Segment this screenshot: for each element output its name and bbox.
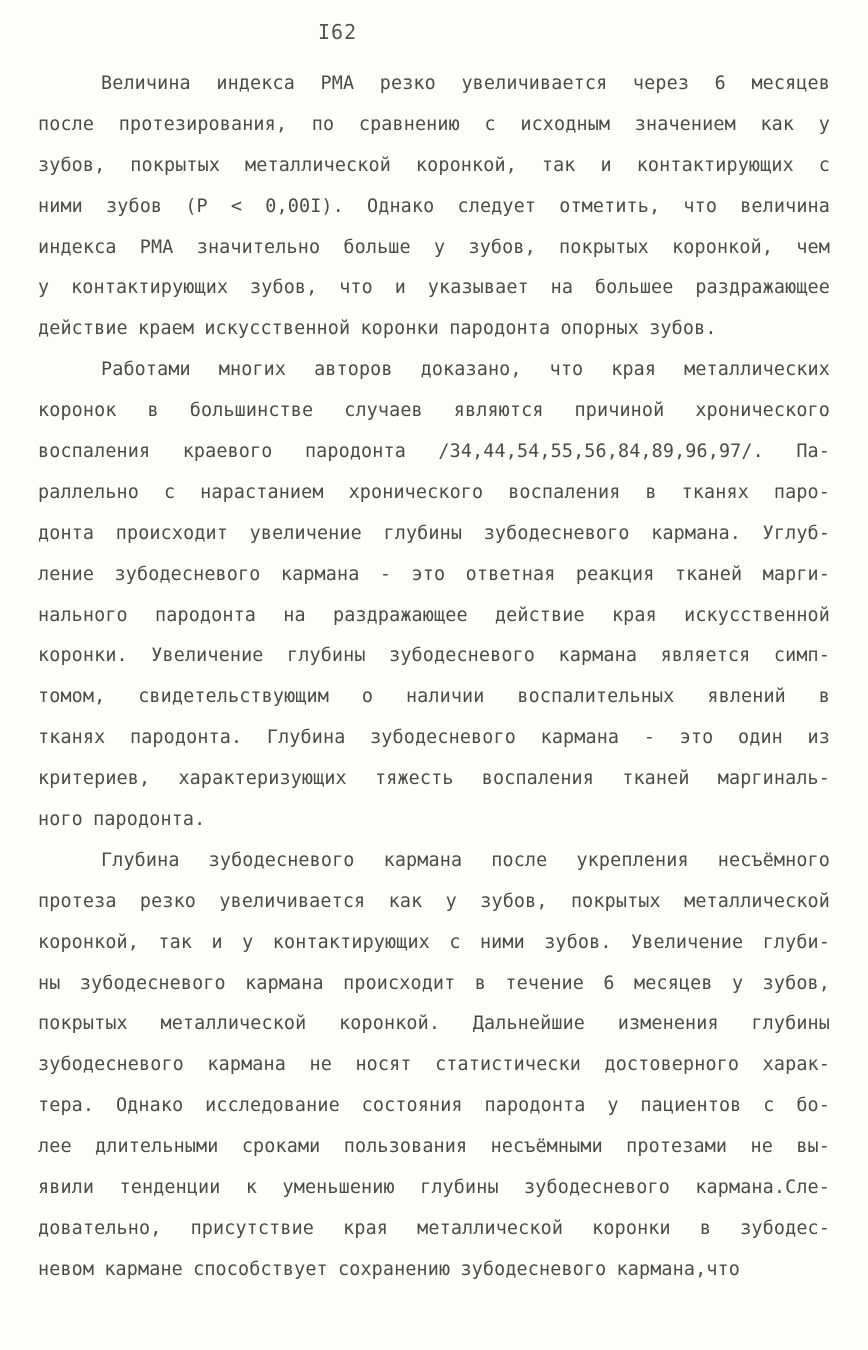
- text-line: ними зубов (P < 0,00I). Однако следует отметить, что величина: [38, 195, 830, 217]
- text-line: коронок в большинстве случаев являются причиной хронического: [38, 400, 830, 422]
- text-line: томом, свидетельствующим о наличии воспалительных явлений в: [38, 686, 830, 708]
- text-line: ление зубодесневого кармана - это ответная реакция тканей марги-: [38, 563, 830, 585]
- text-line: ны зубодесневого кармана происходит в течение 6 месяцев у зубов,: [38, 972, 830, 994]
- paragraph: [38, 350, 830, 841]
- text-line: после протезирования, по сравнению с исходным значением как у: [38, 113, 830, 135]
- text-line: у контактирующих зубов, что и указывает на большее раздражающее: [38, 277, 830, 299]
- text-line: нального пародонта на раздражающее действие края искусственной: [38, 604, 830, 626]
- paragraph: [38, 64, 830, 350]
- text-line: Величина индекса PMA резко увеличивается через 6 месяцев: [101, 73, 830, 94]
- text-line: зубов, покрытых металлической коронкой, так и контактирующих с: [38, 154, 830, 176]
- text-line: критериев, характеризующих тяжесть воспаления тканей маргиналь-: [38, 768, 830, 790]
- text-line: зубодесневого кармана не носят статистически достоверного харак-: [38, 1054, 830, 1076]
- text-line: лее длительными сроками пользования несъёмными протезами не вы-: [38, 1136, 830, 1158]
- text-line: ного пародонта.: [38, 809, 206, 831]
- text-line: коронки. Увеличение глубины зубодесневого кармана является симп-: [38, 645, 830, 667]
- text-line: покрытых металлической коронкой. Дальнейшие изменения глубины: [38, 1013, 830, 1035]
- text-line: довательно, присутствие края металлической коронки в зубодес-: [38, 1217, 830, 1239]
- text-line: раллельно с нарастанием хронического воспаления в тканях паро-: [38, 481, 830, 503]
- text-line: донта происходит увеличение глубины зубодесневого кармана. Углуб-: [38, 522, 830, 544]
- text-line: коронкой, так и у контактирующих с ними зубов. Увеличение глуби-: [38, 931, 830, 953]
- text-line: Работами многих авторов доказано, что края металлических: [101, 359, 830, 381]
- text-line: явили тенденции к уменьшению глубины зубодесневого кармана.Сле-: [38, 1177, 830, 1199]
- text-line: тканях пародонта. Глубина зубодесневого кармана - это один из: [38, 727, 830, 749]
- page-number: I62: [318, 20, 358, 44]
- text-line: протеза резко увеличивается как у зубов, покрытых металлической: [38, 890, 830, 912]
- text-line: тера. Однако исследование состояния пародонта у пациентов с бо-: [38, 1095, 830, 1117]
- paragraph: [38, 841, 830, 1291]
- text-line: невом кармане способствует сохранению зубодесневого кармана,что: [38, 1258, 740, 1280]
- body-text: [38, 64, 830, 1291]
- text-line: воспаления краевого пародонта /34,44,54,55,56,84,89,96,97/. Па-: [38, 441, 830, 463]
- text-line: Глубина зубодесневого кармана после укрепления несъёмного: [101, 849, 830, 871]
- text-line: действие краем искусственной коронки пародонта опорных зубов.: [38, 318, 717, 340]
- text-line: индекса PMA значительно больше у зубов, покрытых коронкой, чем: [38, 236, 830, 258]
